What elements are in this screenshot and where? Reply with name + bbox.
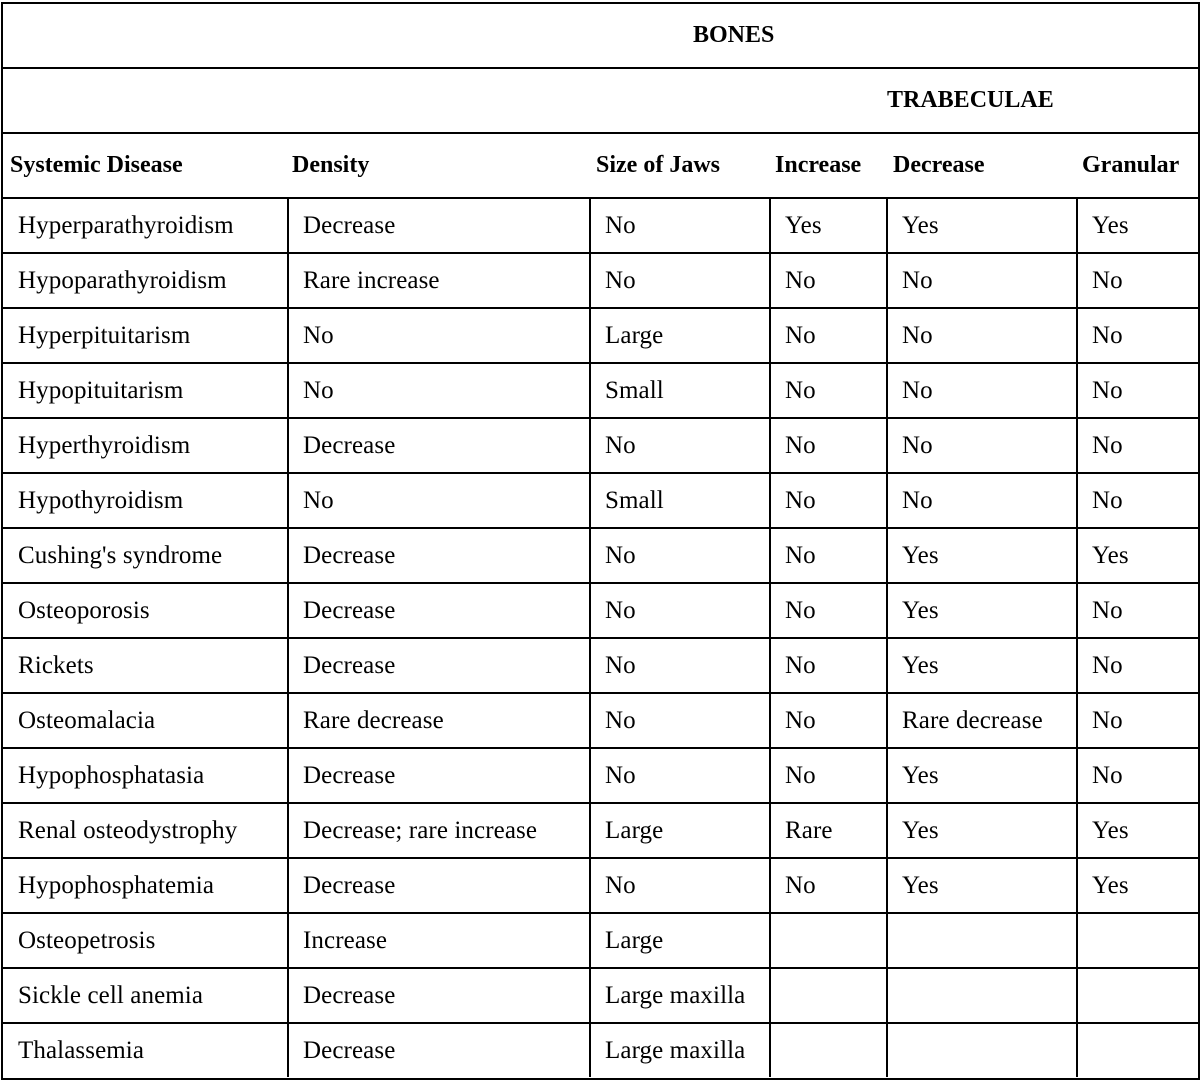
cell-systemic-disease: Hyperpituitarism (3, 308, 288, 363)
cell-trabeculae-decrease: Yes (887, 748, 1077, 803)
cell-trabeculae-increase: No (770, 473, 887, 528)
cell-trabeculae-decrease: Yes (887, 803, 1077, 858)
cell-systemic-disease: Cushing's syndrome (3, 528, 288, 583)
cell-trabeculae-granular: No (1077, 308, 1198, 363)
cell-systemic-disease: Hypophosphatemia (3, 858, 288, 913)
cell-trabeculae-decrease: Yes (887, 583, 1077, 638)
group-header-trabeculae-row (3, 69, 1198, 134)
table-row (3, 363, 1198, 418)
cell-trabeculae-increase: No (770, 308, 887, 363)
cell-systemic-disease: Hypothyroidism (3, 473, 288, 528)
cell-trabeculae-increase: No (770, 418, 887, 473)
cell-density: Decrease (288, 583, 590, 638)
cell-trabeculae-decrease: No (887, 363, 1077, 418)
cell-size-of-jaws: No (590, 858, 770, 913)
cell-trabeculae-increase (770, 1023, 887, 1077)
cell-trabeculae-granular: Yes (1077, 803, 1198, 858)
cell-density: No (288, 473, 590, 528)
cell-density: Decrease (288, 858, 590, 913)
cell-systemic-disease: Sickle cell anemia (3, 968, 288, 1023)
cell-trabeculae-granular: Yes (1077, 528, 1198, 583)
cell-trabeculae-decrease: No (887, 418, 1077, 473)
cell-trabeculae-decrease (887, 1023, 1077, 1077)
cell-systemic-disease: Thalassemia (3, 1023, 288, 1077)
cell-size-of-jaws: No (590, 198, 770, 253)
cell-trabeculae-granular (1077, 913, 1198, 968)
cell-systemic-disease: Hypoparathyroidism (3, 253, 288, 308)
cell-density: Decrease (288, 748, 590, 803)
table-row (3, 803, 1198, 858)
cell-trabeculae-increase: No (770, 693, 887, 748)
cell-density: No (288, 363, 590, 418)
cell-trabeculae-granular: No (1077, 363, 1198, 418)
bones-disease-table-container (1, 2, 1200, 1080)
cell-density: Rare increase (288, 253, 590, 308)
cell-trabeculae-granular (1077, 1023, 1198, 1077)
table-row (3, 748, 1198, 803)
cell-size-of-jaws: Small (590, 363, 770, 418)
cell-trabeculae-decrease: Rare decrease (887, 693, 1077, 748)
column-header-decrease: Decrease (887, 134, 1077, 198)
cell-size-of-jaws: No (590, 748, 770, 803)
column-header-size-of-jaws: Size of Jaws (590, 134, 770, 198)
cell-trabeculae-granular: No (1077, 748, 1198, 803)
cell-density: Decrease (288, 418, 590, 473)
cell-trabeculae-increase: No (770, 363, 887, 418)
cell-systemic-disease: Hypophosphatasia (3, 748, 288, 803)
cell-systemic-disease: Rickets (3, 638, 288, 693)
cell-density: Increase (288, 913, 590, 968)
column-header-row (3, 134, 1198, 198)
cell-density: Decrease (288, 528, 590, 583)
cell-trabeculae-granular: No (1077, 253, 1198, 308)
cell-trabeculae-decrease: Yes (887, 858, 1077, 913)
cell-trabeculae-increase (770, 968, 887, 1023)
cell-density: Rare decrease (288, 693, 590, 748)
cell-density: Decrease (288, 968, 590, 1023)
cell-size-of-jaws: Large (590, 308, 770, 363)
cell-density: No (288, 308, 590, 363)
cell-trabeculae-decrease: Yes (887, 638, 1077, 693)
cell-systemic-disease: Hypopituitarism (3, 363, 288, 418)
cell-trabeculae-increase (770, 913, 887, 968)
cell-trabeculae-decrease: No (887, 473, 1077, 528)
cell-density: Decrease; rare increase (288, 803, 590, 858)
cell-systemic-disease: Renal osteodystrophy (3, 803, 288, 858)
cell-size-of-jaws: No (590, 693, 770, 748)
cell-trabeculae-granular: Yes (1077, 858, 1198, 913)
cell-size-of-jaws: No (590, 583, 770, 638)
cell-trabeculae-granular: Yes (1077, 198, 1198, 253)
cell-trabeculae-granular: No (1077, 418, 1198, 473)
cell-trabeculae-increase: No (770, 583, 887, 638)
table-row (3, 638, 1198, 693)
cell-trabeculae-granular: No (1077, 638, 1198, 693)
cell-trabeculae-granular: No (1077, 473, 1198, 528)
table-row (3, 858, 1198, 913)
cell-size-of-jaws: Large (590, 803, 770, 858)
cell-trabeculae-granular: No (1077, 583, 1198, 638)
systemic-disease-table (3, 134, 1198, 1077)
cell-trabeculae-decrease (887, 913, 1077, 968)
table-row (3, 418, 1198, 473)
cell-size-of-jaws: Large (590, 913, 770, 968)
column-header-granular: Granular (1077, 134, 1198, 198)
table-row (3, 693, 1198, 748)
cell-size-of-jaws: Large maxilla (590, 1023, 770, 1077)
cell-trabeculae-decrease: Yes (887, 198, 1077, 253)
column-header-systemic-disease: Systemic Disease (3, 134, 288, 198)
cell-trabeculae-increase: No (770, 528, 887, 583)
table-header (3, 134, 1198, 198)
table-row (3, 198, 1198, 253)
group-header-trabeculae: TRABECULAE (887, 87, 1054, 113)
cell-size-of-jaws: No (590, 253, 770, 308)
table-row (3, 308, 1198, 363)
cell-size-of-jaws: Small (590, 473, 770, 528)
cell-trabeculae-decrease (887, 968, 1077, 1023)
table-row (3, 253, 1198, 308)
cell-trabeculae-increase: Yes (770, 198, 887, 253)
cell-density: Decrease (288, 638, 590, 693)
cell-trabeculae-increase: No (770, 638, 887, 693)
table-row (3, 528, 1198, 583)
group-header-bones: BONES (693, 22, 775, 48)
cell-trabeculae-granular: No (1077, 693, 1198, 748)
cell-systemic-disease: Osteoporosis (3, 583, 288, 638)
cell-size-of-jaws: No (590, 528, 770, 583)
cell-trabeculae-decrease: No (887, 308, 1077, 363)
cell-trabeculae-granular (1077, 968, 1198, 1023)
cell-size-of-jaws: No (590, 638, 770, 693)
table-body (3, 198, 1198, 1077)
cell-trabeculae-decrease: No (887, 253, 1077, 308)
column-header-density: Density (288, 134, 590, 198)
cell-size-of-jaws: No (590, 418, 770, 473)
cell-systemic-disease: Osteomalacia (3, 693, 288, 748)
table-row (3, 968, 1198, 1023)
cell-systemic-disease: Osteopetrosis (3, 913, 288, 968)
group-header-bones-row (3, 4, 1198, 69)
cell-density: Decrease (288, 198, 590, 253)
table-row (3, 473, 1198, 528)
cell-trabeculae-decrease: Yes (887, 528, 1077, 583)
table-row (3, 1023, 1198, 1077)
table-row (3, 913, 1198, 968)
cell-density: Decrease (288, 1023, 590, 1077)
cell-trabeculae-increase: No (770, 748, 887, 803)
cell-size-of-jaws: Large maxilla (590, 968, 770, 1023)
cell-trabeculae-increase: No (770, 858, 887, 913)
cell-trabeculae-increase: Rare (770, 803, 887, 858)
cell-trabeculae-increase: No (770, 253, 887, 308)
column-header-increase: Increase (770, 134, 887, 198)
cell-systemic-disease: Hyperthyroidism (3, 418, 288, 473)
table-row (3, 583, 1198, 638)
cell-systemic-disease: Hyperparathyroidism (3, 198, 288, 253)
